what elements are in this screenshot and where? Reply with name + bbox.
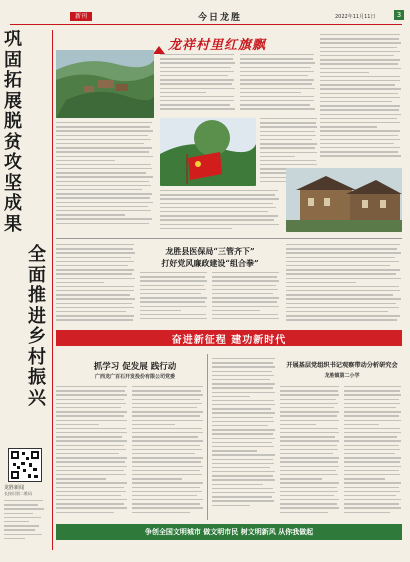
feature-title: 龙祥村里红旗飘 <box>168 38 267 53</box>
feature-text-col6 <box>160 190 280 232</box>
side-slogan-divider <box>52 30 53 550</box>
qr-caption-line-1: 龙胜新闻 <box>4 485 25 491</box>
feature-text-left <box>56 122 154 230</box>
banner <box>56 330 402 346</box>
bottom-left-title: 抓学习 促发展 践行动 <box>93 362 177 372</box>
feature-text-col2 <box>160 54 236 114</box>
mid-left-column <box>56 244 136 324</box>
qr-caption-line-2: 长按识别二维码 <box>4 491 32 496</box>
page-header <box>10 6 402 25</box>
slogan-line-2: 全面推进乡村振兴 <box>28 244 46 409</box>
qr-code[interactable] <box>8 448 42 482</box>
bottom-left-subtitle: 广西龙广百石开发投份有限公司党委 <box>94 374 175 380</box>
page-number: 3 <box>394 10 404 20</box>
qr-caption <box>4 484 48 497</box>
qr-pattern-icon <box>9 449 41 481</box>
bottom-right-col2 <box>344 386 402 518</box>
red-flag-photo <box>160 118 256 186</box>
paper-title: 今日龙胜 <box>197 13 242 23</box>
mid-center-col2 <box>212 272 280 324</box>
bottom-left-col1 <box>56 386 128 518</box>
footer-slogan: 争创全国文明城市 做文明市民 树文明新风 从你我做起 <box>144 527 314 536</box>
mid-center-col1 <box>140 272 208 324</box>
bottom-right-title: 开展基层党组织书记观察带动分析研究会 <box>286 362 398 369</box>
banner-text: 奋进新征程 建功新时代 <box>171 335 287 346</box>
village-building-photo <box>286 168 402 232</box>
side-slogan <box>4 30 50 450</box>
bottom-mid-col <box>212 358 276 518</box>
mid-article-title: 龙胜县医保局“三管齐下” <box>165 246 255 256</box>
bottom-left-col2 <box>132 386 204 518</box>
feature-text-col3 <box>240 54 316 114</box>
footer-bar <box>56 524 402 540</box>
title-ornament <box>152 40 166 50</box>
issue-date: 2022年11月11日 <box>335 14 376 20</box>
bottom-right-col1 <box>280 386 340 518</box>
section-divider <box>56 238 402 239</box>
village-landscape-photo <box>56 50 154 118</box>
section-tag: 新刊 <box>70 12 92 21</box>
bottom-column-divider <box>207 354 208 520</box>
slogan-line-1: 巩固拓展脱贫攻坚成果 <box>4 29 22 235</box>
mid-right-column <box>286 244 402 324</box>
mid-article-subtitle: 打好党风廉政建设“组合拳” <box>161 258 259 268</box>
side-credit-text <box>4 500 46 548</box>
bottom-right-subtitle: 龙胜镇第二小学 <box>324 373 360 379</box>
feature-text-col4 <box>320 34 402 162</box>
